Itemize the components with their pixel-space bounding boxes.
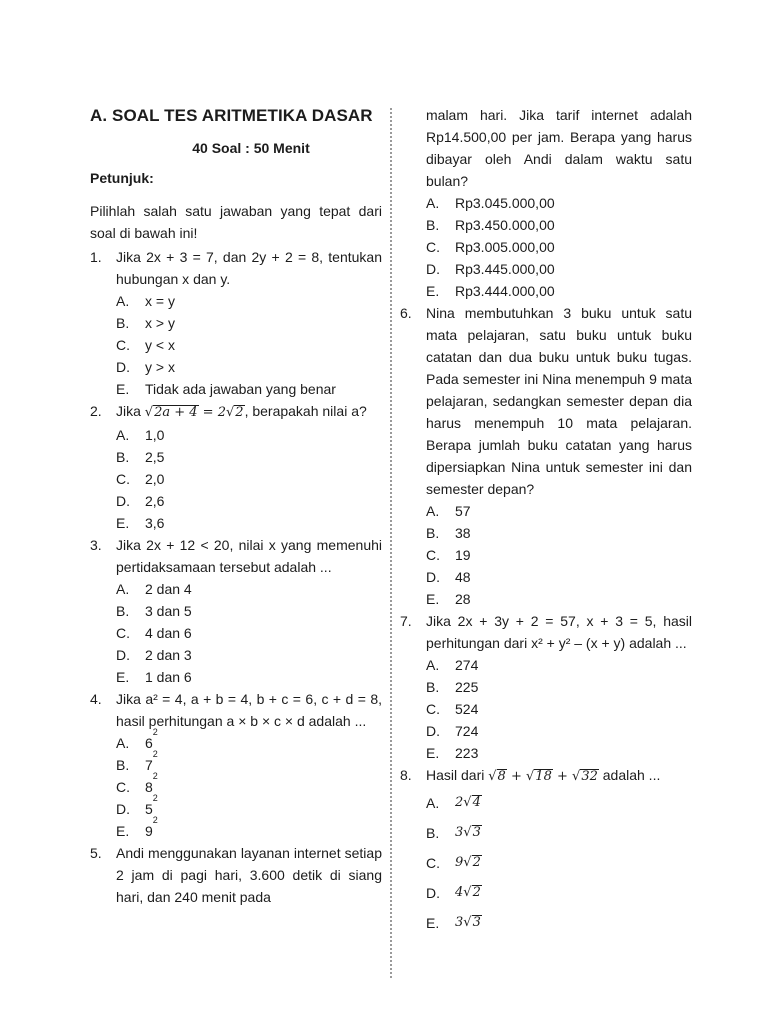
option-a[interactable]: A. 6 2 [116, 727, 158, 751]
question-number: 3. [90, 537, 102, 553]
options-list [426, 500, 692, 610]
option-e[interactable]: E. 28 [426, 591, 471, 607]
option-a[interactable]: A. 57 [426, 503, 471, 519]
question-text: Jika a² = 4, a + b = 4, b + c = 6, c + d = 8, hasil perhitungan a × b × c × d adalah ... [116, 691, 382, 729]
question-4 [90, 688, 382, 842]
question-1 [90, 246, 382, 400]
option-b[interactable]: B. 3 dan 5 [116, 603, 192, 619]
option-d[interactable]: D. Rp3.445.000,00 [426, 261, 555, 277]
option-e[interactable]: E. 3,6 [116, 515, 165, 531]
option-c[interactable]: C. 8 2 [116, 771, 158, 795]
right-column [400, 104, 692, 938]
question-text: Andi menggunakan layanan internet setiap 2 jam di pagi hari, 3.600 detik di siang hari, dan 240 menit pada [116, 845, 382, 905]
sqrt-expression: √2a + 4 = 2√2 [144, 405, 244, 420]
option-c[interactable]: C. 19 [426, 547, 471, 563]
question-number: 4. [90, 691, 102, 707]
question-number: 7. [400, 613, 412, 629]
question-number: 5. [90, 845, 102, 861]
section-title: A. SOAL TES ARITMETIKA DASAR [90, 106, 373, 125]
question-3 [90, 534, 382, 688]
option-b[interactable]: B. 2,5 [116, 449, 165, 465]
option-a[interactable]: A. 2√4 [426, 795, 481, 811]
options-list [426, 788, 692, 938]
question-number: 1. [90, 249, 102, 265]
question-number: 2. [90, 403, 102, 419]
question-text: Jika 2x + 3 = 7, dan 2y + 2 = 8, tentukan hubungan x dan y. [116, 249, 382, 287]
option-d[interactable]: D. 5 2 [116, 793, 158, 817]
question-text: malam hari. Jika tarif internet adalah Rp14.500,00 per jam. Berapa yang harus dibayar oleh Andi dalam waktu satu bulan? [426, 107, 692, 189]
question-text: Jika 2x + 12 < 20, nilai x yang memenuhi pertidaksamaan tersebut adalah ... [116, 537, 382, 575]
option-c[interactable]: C. 524 [426, 701, 479, 717]
question-5-continued [400, 104, 692, 302]
question-number: 8. [400, 767, 412, 783]
options-list [116, 424, 382, 534]
option-a[interactable]: A. Rp3.045.000,00 [426, 195, 555, 211]
question-number: 6. [400, 305, 412, 321]
option-e[interactable]: E. 9 2 [116, 815, 158, 839]
option-c[interactable]: C. 2,0 [116, 471, 165, 487]
question-text: Jika √2a + 4 = 2√2, berapakah nilai a? [116, 403, 367, 420]
question-2 [90, 400, 382, 534]
question-text: Hasil dari √8 + √18 + √32 adalah ... [426, 767, 661, 784]
option-d[interactable]: D. 2 dan 3 [116, 647, 192, 663]
option-d[interactable]: D. 48 [426, 569, 471, 585]
option-b[interactable]: B. x > y [116, 315, 175, 331]
option-e[interactable]: E. 223 [426, 745, 479, 761]
option-e[interactable]: E. Rp3.444.000,00 [426, 283, 555, 299]
option-d[interactable]: D. 2,6 [116, 493, 165, 509]
options-list [116, 727, 382, 842]
question-5 [90, 842, 382, 908]
option-e[interactable]: E. 3√3 [426, 915, 481, 931]
option-a[interactable]: A. x = y [116, 293, 175, 309]
column-divider [390, 108, 392, 978]
options-list [116, 290, 382, 400]
option-b[interactable]: B. 225 [426, 679, 479, 695]
option-c[interactable]: C. 4 dan 6 [116, 625, 192, 641]
option-c[interactable]: C. Rp3.005.000,00 [426, 239, 555, 255]
question-8 [400, 764, 692, 938]
options-list [426, 192, 692, 302]
sqrt-expression: √8 + √18 + √32 [488, 769, 598, 784]
option-c[interactable]: C. 9√2 [426, 855, 481, 871]
options-list [426, 654, 692, 764]
left-column [90, 104, 382, 908]
option-d[interactable]: D. 724 [426, 723, 479, 739]
options-list [116, 578, 382, 688]
instructions-title: Petunjuk: [90, 170, 154, 186]
question-text: Nina membutuhkan 3 buku untuk satu mata pelajaran, satu buku untuk buku catatan dan dua buku untuk buku tugas. Pada semester ini Nina menempuh 9 mata pelajaran, sedangkan semester depan dia harus menempuh 10 mata pelajaran. Berapa jumlah buku catatan yang harus dipersiapkan Nina untuk semester ini dan semester depan? [426, 305, 692, 497]
option-a[interactable]: A. 2 dan 4 [116, 581, 192, 597]
option-e[interactable]: E. 1 dan 6 [116, 669, 192, 685]
subtitle: 40 Soal : 50 Menit [192, 140, 310, 156]
option-c[interactable]: C. y < x [116, 337, 175, 353]
option-b[interactable]: B. Rp3.450.000,00 [426, 217, 555, 233]
option-b[interactable]: B. 3√3 [426, 825, 481, 841]
question-text: Jika 2x + 3y + 2 = 57, x + 3 = 5, hasil perhitungan dari x² + y² – (x + y) adalah ... [426, 613, 692, 651]
option-e[interactable]: E. Tidak ada jawaban yang benar [116, 381, 336, 397]
option-d[interactable]: D. 4√2 [426, 885, 481, 901]
question-6 [400, 302, 692, 610]
option-d[interactable]: D. y > x [116, 359, 175, 375]
option-a[interactable]: A. 274 [426, 657, 479, 673]
instructions-text: Pilihlah salah satu jawaban yang tepat dari soal di bawah ini! [90, 203, 382, 241]
question-7 [400, 610, 692, 764]
option-b[interactable]: B. 7 2 [116, 749, 158, 773]
option-b[interactable]: B. 38 [426, 525, 471, 541]
option-a[interactable]: A. 1,0 [116, 427, 165, 443]
